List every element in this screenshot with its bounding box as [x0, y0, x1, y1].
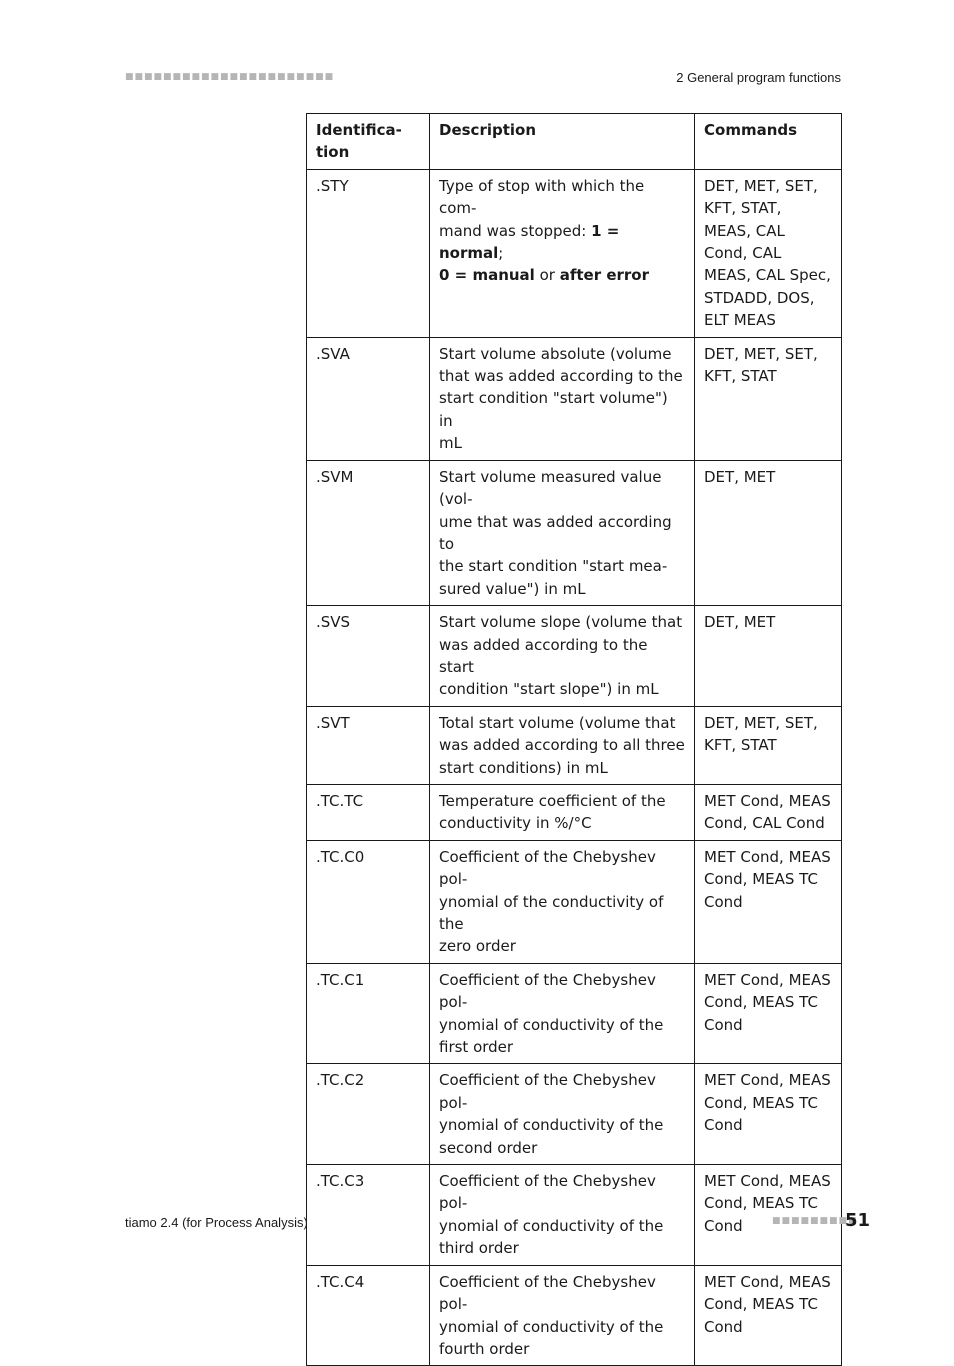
table-row — [307, 606, 842, 707]
header-marker: ■■■■■■■■■■■■■■■■■■■■■■ — [125, 72, 335, 82]
description-cell: Coefficient of the Chebyshev pol- ynomial of conductivity of the third order — [430, 1165, 695, 1266]
table-row — [307, 1064, 842, 1165]
table-row — [307, 460, 842, 605]
identification-cell: .SVT — [307, 706, 430, 784]
identification-cell: .TC.C1 — [307, 963, 430, 1064]
description-text: Type of stop with which the com- mand was stopped: — [439, 176, 645, 240]
table-row — [307, 169, 842, 337]
commands-cell: MET Cond, MEAS Cond, MEAS TC Cond — [695, 1265, 842, 1366]
parameter-table — [306, 113, 842, 1366]
identification-cell: .TC.C4 — [307, 1265, 430, 1366]
column-header-description: Description — [430, 114, 695, 170]
description-cell: Coefficient of the Chebyshev pol- ynomial of conductivity of the second order — [430, 1064, 695, 1165]
description-cell: Start volume measured value (vol- ume that was added according to the start condition "start mea- sured value") in mL — [430, 460, 695, 605]
description-cell — [430, 169, 695, 337]
identification-cell: .TC.C3 — [307, 1165, 430, 1266]
description-bold-text: 1 = normal — [439, 221, 620, 263]
identification-cell: .TC.TC — [307, 784, 430, 840]
commands-cell: MET Cond, MEAS Cond, MEAS TC Cond — [695, 1064, 842, 1165]
table-row — [307, 337, 842, 460]
table-body — [307, 169, 842, 1366]
description-cell: Total start volume (volume that was added according to all three start conditions) in mL — [430, 706, 695, 784]
commands-cell: DET, MET, SET, KFT, STAT — [695, 337, 842, 460]
commands-cell: DET, MET — [695, 460, 842, 605]
table-row — [307, 706, 842, 784]
description-text: ; — [498, 244, 504, 263]
description-cell: Coefficient of the Chebyshev pol- ynomial of conductivity of the first order — [430, 963, 695, 1064]
identification-cell: .STY — [307, 169, 430, 337]
description-cell: Coefficient of the Chebyshev pol- ynomial of conductivity of the fourth order — [430, 1265, 695, 1366]
description-bold-text: 0 = manual — [439, 266, 535, 285]
description-cell: Start volume slope (volume that was added according to the start condition "start slope") in mL — [430, 606, 695, 707]
table-row — [307, 963, 842, 1064]
product-name: tiamo 2.4 (for Process Analysis) — [125, 1215, 308, 1230]
description-cell: Start volume absolute (volume that was added according to the start condition "start volume") in mL — [430, 337, 695, 460]
commands-cell: DET, MET, SET, KFT, STAT, MEAS, CAL Cond, CAL MEAS, CAL Spec, STDADD, DOS, ELT MEAS — [695, 169, 842, 337]
commands-cell: MET Cond, MEAS Cond, MEAS TC Cond — [695, 963, 842, 1064]
description-text: or — [534, 266, 560, 285]
identification-cell: .SVA — [307, 337, 430, 460]
column-header-identification: Identifica- tion — [307, 114, 430, 170]
commands-cell: DET, MET, SET, KFT, STAT — [695, 706, 842, 784]
identification-cell: .SVS — [307, 606, 430, 707]
commands-cell: MET Cond, MEAS Cond, CAL Cond — [695, 784, 842, 840]
description-cell: Temperature coefficient of the conductivity in %/°C — [430, 784, 695, 840]
chapter-title: 2 General program functions — [676, 70, 841, 85]
commands-cell: MET Cond, MEAS Cond, MEAS TC Cond — [695, 1165, 842, 1266]
commands-cell: DET, MET — [695, 606, 842, 707]
table-header-row — [307, 114, 842, 170]
table-row — [307, 1265, 842, 1366]
identification-cell: .TC.C0 — [307, 840, 430, 963]
identification-cell: .SVM — [307, 460, 430, 605]
footer-marker: ■■■■■■■■■ — [772, 1216, 858, 1226]
table-row — [307, 840, 842, 963]
description-cell: Coefficient of the Chebyshev pol- ynomial of the conductivity of the zero order — [430, 840, 695, 963]
identification-cell: .TC.C2 — [307, 1064, 430, 1165]
page-number: 51 — [845, 1210, 871, 1231]
table-row — [307, 784, 842, 840]
table-row — [307, 1165, 842, 1266]
column-header-commands: Commands — [695, 114, 842, 170]
description-bold-text: after error — [559, 266, 650, 285]
commands-cell: MET Cond, MEAS Cond, MEAS TC Cond — [695, 840, 842, 963]
